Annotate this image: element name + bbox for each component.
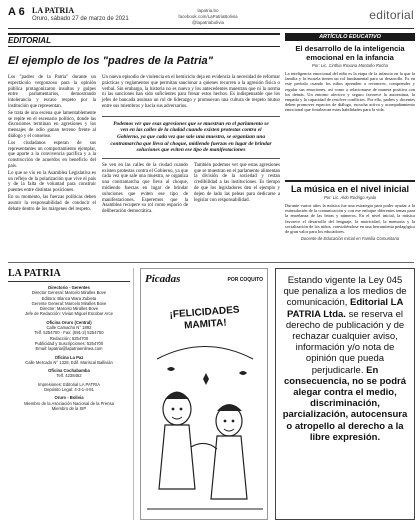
editorial-column-2 — [102, 75, 280, 215]
article-body: Durante varios años la música fue una estrategia para poder ayudar a la estimulación de la comunicación y con ese enfoque diferentes temas para la enseñanza de las letras y números. En el nivel inicial, la música favorece el desarrollo del lenguaje, la motricidad, la memoria y la socialización de los niños, convirtiéndose en una herramienta pedagógica de gran valor para los educadores. — [285, 203, 415, 235]
masthead-line: Email: lapatria@lapatriaenlinea.com — [35, 346, 103, 352]
masthead-line: Directorio - Gerentes — [48, 285, 90, 290]
masthead-line: Oficina Oruro (Central) — [46, 319, 92, 325]
cartoon-drawing-icon — [147, 339, 263, 515]
masthead-line: Director: Marcelo Miralles Bove — [39, 306, 99, 312]
header-divider — [8, 28, 414, 29]
paragraph: Lo que se vio en la Asamblea Legislativa es un reflejo de la polarización que vive el país y de la falta de voluntad para construir puentes entre distintas posiciones. — [8, 170, 96, 194]
masthead-line: Oficina La Paz — [54, 354, 84, 360]
page-number: A 6 — [8, 6, 25, 18]
masthead-line: Miembro de la Asociación Nacional de la Prensa — [24, 400, 114, 406]
masthead-line: Publicidad y Suscripciones: 5254700 — [34, 340, 104, 346]
educational-article — [285, 33, 415, 173]
header-contact-line: facebook.com/LaPatriaBolivia — [178, 14, 238, 19]
editorial-bottom-columns — [102, 163, 280, 215]
masthead-line: Telf. 4238462 — [56, 373, 82, 379]
legal-notice — [275, 268, 415, 520]
masthead — [8, 268, 134, 520]
editorial-title: El ejemplo de los "padres de la Patria" — [8, 55, 214, 67]
masthead-line: Impresiones: Editorial LA PATRIA — [38, 381, 100, 387]
header-contact-line: @lapatriabolivia — [191, 20, 225, 25]
notice-part-2: se reserva el derecho de publicación y de rechazar cualquier aviso, información y/o nota de opinión que pueda perjudicarle. — [285, 308, 405, 376]
article-title: El desarrollo de la inteligencia emocional en la infancia — [295, 44, 405, 62]
header-logo: LA PATRIA — [32, 6, 75, 15]
article-title: La música en el nivel inicial — [285, 180, 415, 194]
notice-part-3: En consecuencia, no se podrá alegar contra el medio, discriminación, parcialización, autocensura o atropello al derecho a la libre expresión. — [282, 364, 408, 443]
paragraph: Los ciudadanos esperan de sus representantes un comportamiento ejemplar, que aporte a la convivencia pacífica y a la construcción de acuerdos en beneficio del país. — [8, 140, 96, 169]
cartoon-panel — [140, 268, 268, 520]
masthead-line: Calle Camacho N° 1892 — [46, 325, 92, 331]
music-article — [285, 180, 415, 260]
paragraph: Los "padres de la Patria" durante un espectáculo vergonzoso para la opinión pública protagonizaron insultos y golpes entre parlamentarios, demostrando intolerancia y escaso respeto por la institución que representan. — [8, 75, 96, 109]
header-date: Oruro, sábado 27 de marzo de 2021 — [32, 16, 129, 22]
masthead-line: Miembro de la SIP — [51, 405, 87, 411]
cartoon-brand: Picadas — [145, 273, 181, 285]
notice-text — [281, 275, 409, 443]
masthead-line: Redacción: 5254700 — [49, 335, 89, 341]
paragraph: Se ven en las calles de la ciudad cuando existen protestas contra el Gobierno, ya que cada vez que sale una muestra, se organiza una contramarcha que lleva al choque, midiendo fuerzas en lugar de brindar soluciones que eviten ese tipo de manifestaciones. Esperemos que la Asamblea recupere su rol como espacio de deliberación democrática. — [102, 162, 188, 215]
header-contact-line: lapatria.bo — [197, 8, 219, 13]
editorial-columns — [8, 75, 280, 215]
article-byline: Por: Lic. Aldo Rodrigo Ayala — [323, 195, 377, 200]
paragraph: En su momento, las fuerzas políticas deben asumir la responsabilidad de conducir el debate dentro de los márgenes del respeto. — [8, 194, 96, 212]
paragraph: Se trata de una escena que lamentablemente se repite en el escenario político, donde las discusiones terminan en agresiones y los mensajes de odio ganan terreno frente al diálogo y el consenso. — [8, 110, 96, 139]
paragraph: También podemos ver que estas agresiones que se muestran en el parlamento alimentan la división de la sociedad y restan credibilidad a las instituciones. Es tiempo de que los legisladores den el ejemplo y dejen de lado las peleas para dedicarse a legislar con responsabilidad. — [194, 162, 280, 203]
article-footnote: Docente de Educación Inicial en Familia Comunitaria — [300, 236, 400, 242]
masthead-line: Jefe de Redacción: Vivian Miguel Escobar Arce — [25, 311, 113, 317]
header-contacts — [158, 8, 258, 26]
article-body: La inteligencia emocional del niño es la etapa de la infancia en la que la familia y la escuela tienen un rol fundamental para su desarrollo. Es en este período cuando los niños aprenden a reconocer, comprender y regular sus emociones, así como a relacionarse de manera positiva con los demás. Un entorno afectivo y seguro favorece la autoestima, la empatía y la capacidad de resolver conflictos. Por ello, padres y docentes deben promover espacios de diálogo, escucha activa y acompañamiento emocional que fortalezcan estas habilidades para la vida. — [285, 71, 415, 113]
masthead-line: Oruro - Bolivia — [54, 395, 84, 401]
cartoon-author: POR COQUITO — [227, 277, 263, 283]
cartoon-banner-text: ¡FELICIDADES MAMITA! — [169, 304, 240, 332]
editorial-column-1 — [8, 75, 96, 215]
masthead-line: Director General: Marcelo Miralles Bove — [31, 290, 107, 296]
masthead-line: Oficina Cochabamba — [48, 368, 90, 374]
masthead-directory — [8, 285, 130, 411]
editorial-tag: EDITORIAL — [8, 33, 280, 47]
masthead-logo: LA PATRIA — [8, 268, 130, 282]
masthead-line: Calle Mercado N° 1328, Edif. Mariscal Ballivián — [25, 359, 113, 365]
section-label: editorial — [369, 8, 414, 22]
notice-part-1: Estando vigente la Ley 045 que penaliza a los medios de comunicación, — [283, 275, 407, 309]
section-divider — [8, 262, 414, 263]
pull-quote: Podemos ver que esas agresiones que se muestran en el parlamento se ven en las calles de la ciudad cuando existen protestas contra el Gobierno, ya que cada vez que sale una muestra, se organizan una contramarcha que lleva al choque, midiendo fuerzas en lugar de brindar soluciones que eviten ese tipo de manifestaciones — [102, 116, 280, 159]
notice-brand: Editorial LA PATRIA Ltda. — [287, 297, 404, 320]
paragraph: Un nuevo episodio de violencia en el hemiciclo deja en evidencia la necesidad de reformar prácticas y reglamentos que permitan sancionar a quienes recurren a la agresión física o verbal. Sin embargo, la historia no es nueva y los antecedentes muestran que ni la norma ni las sanciones han sido suficientes para frenar estos hechos. Es indispensable que los jefes de bancada asuman un rol de liderazgo y promuevan una cultura de respeto mutuo entre sus miembros y hacia sus adversarios. — [102, 75, 280, 109]
masthead-line: Depósito Legal: 4-3-1-4-81 — [44, 387, 94, 393]
article-byline: Por: Lic. Cinthia Roxana Montaño Rocha — [312, 63, 388, 68]
masthead-line: Gerente General: Marcelo Miralles Bove — [31, 300, 107, 306]
page-header — [8, 6, 414, 28]
masthead-line: Editora: Blanca Wara Zubieta — [41, 295, 97, 301]
editorial-article — [8, 33, 280, 258]
article-tag: ARTÍCULO EDUCATIVO — [285, 33, 415, 41]
masthead-line: Telf. 5254700 · Fax: (591-2) 5254700 — [34, 330, 104, 336]
